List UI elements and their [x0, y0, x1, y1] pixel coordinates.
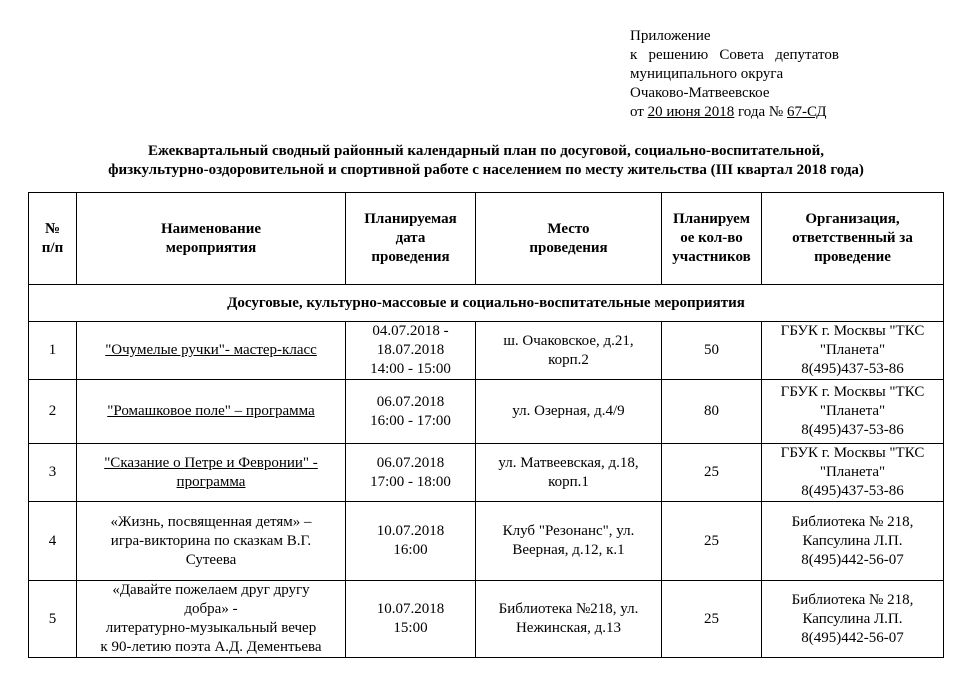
- header-date: Планируемая дата проведения: [346, 193, 476, 285]
- decision-date: 20 июня 2018: [647, 104, 735, 120]
- header-num: № п/п: [29, 193, 77, 285]
- event-name[interactable]: "Ромашковое поле" – программа: [77, 380, 346, 444]
- event-place: ул. Матвеевская, д.18, корп.1: [476, 444, 662, 502]
- appendix-block: [630, 27, 880, 122]
- event-name[interactable]: "Сказание о Петре и Февронии" - программа: [77, 444, 346, 502]
- event-org: Библиотека № 218, Капсулина Л.П. 8(495)442-56-07: [762, 581, 944, 658]
- header-org: Организация, ответственный за проведение: [762, 193, 944, 285]
- event-count: 80: [662, 380, 762, 444]
- event-count: 25: [662, 502, 762, 581]
- events-table: [28, 192, 944, 658]
- appendix-line: Очаково-Матвеевское: [630, 85, 770, 101]
- row-num: 1: [29, 322, 77, 380]
- row-num: 5: [29, 581, 77, 658]
- title-line: физкультурно-оздоровительной и спортивной работе с населением по месту жительства (III квартал 2018 года): [108, 162, 864, 178]
- event-date: 04.07.2018 - 18.07.2018 14:00 - 15:00: [346, 322, 476, 380]
- table-row: [29, 380, 944, 444]
- section-row: [29, 285, 944, 322]
- table-header-row: [29, 193, 944, 285]
- event-place: Клуб "Резонанс", ул. Веерная, д.12, к.1: [476, 502, 662, 581]
- appendix-line: Приложение: [630, 28, 711, 44]
- document-title: [28, 142, 944, 180]
- event-count: 25: [662, 581, 762, 658]
- table-row: [29, 322, 944, 380]
- row-num: 4: [29, 502, 77, 581]
- table-row: [29, 581, 944, 658]
- event-date: 10.07.2018 16:00: [346, 502, 476, 581]
- event-name: «Давайте пожелаем друг другу добра» - литературно-музыкальный вечер к 90-летию поэта А.Д. Дементьева: [77, 581, 346, 658]
- title-line: Ежеквартальный сводный районный календарный план по досуговой, социально-воспитательной,: [147, 143, 825, 159]
- table-row: [29, 444, 944, 502]
- event-org: ГБУК г. Москвы "ТКС "Планета" 8(495)437-53-86: [762, 322, 944, 380]
- appendix-date-line: [630, 103, 880, 122]
- event-org: ГБУК г. Москвы "ТКС "Планета" 8(495)437-53-86: [762, 444, 944, 502]
- table-row: [29, 502, 944, 581]
- appendix-line: муниципального округа: [630, 66, 784, 82]
- header-name: Наименование мероприятия: [77, 193, 346, 285]
- event-name: «Жизнь, посвященная детям» – игра-викторина по сказкам В.Г. Сутеева: [77, 502, 346, 581]
- event-org: Библиотека № 218, Капсулина Л.П. 8(495)442-56-07: [762, 502, 944, 581]
- appendix-line: к решению Совета депутатов: [630, 47, 839, 63]
- appendix-date-mid: года №: [734, 104, 787, 120]
- event-count: 50: [662, 322, 762, 380]
- event-date: 10.07.2018 15:00: [346, 581, 476, 658]
- event-name[interactable]: "Очумелые ручки"- мастер-класс: [77, 322, 346, 380]
- row-num: 3: [29, 444, 77, 502]
- decision-number: 67-СД: [786, 104, 827, 120]
- event-date: 06.07.2018 16:00 - 17:00: [346, 380, 476, 444]
- row-num: 2: [29, 380, 77, 444]
- event-date: 06.07.2018 17:00 - 18:00: [346, 444, 476, 502]
- header-place: Место проведения: [476, 193, 662, 285]
- event-place: Библиотека №218, ул. Нежинская, д.13: [476, 581, 662, 658]
- section-title: Досуговые, культурно-массовые и социально-воспитательные мероприятия: [29, 285, 944, 322]
- appendix-date-prefix: от: [630, 104, 648, 120]
- event-place: ш. Очаковское, д.21, корп.2: [476, 322, 662, 380]
- event-count: 25: [662, 444, 762, 502]
- header-count: Планируем ое кол-во участников: [662, 193, 762, 285]
- event-place: ул. Озерная, д.4/9: [476, 380, 662, 444]
- event-org: ГБУК г. Москвы "ТКС "Планета" 8(495)437-53-86: [762, 380, 944, 444]
